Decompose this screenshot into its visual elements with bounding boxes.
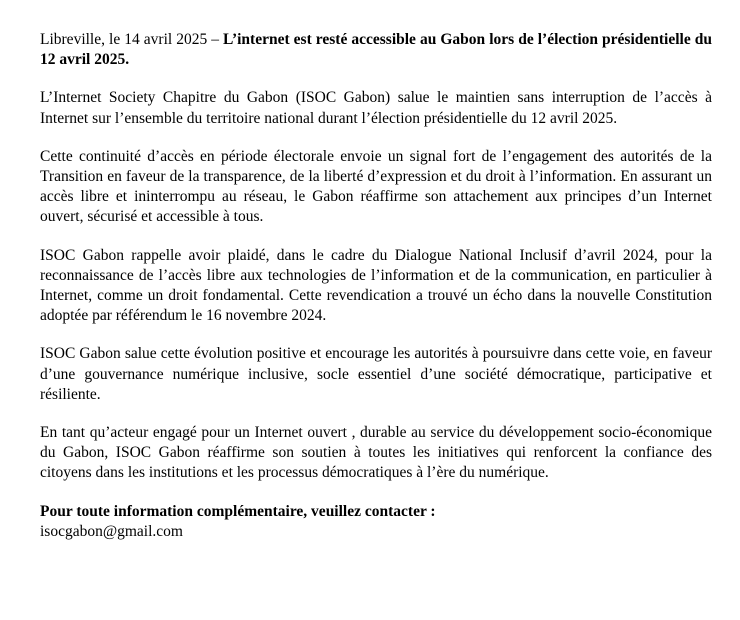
contact-label: Pour toute information complémentaire, veuillez contacter : bbox=[40, 502, 436, 520]
dateline-paragraph bbox=[40, 30, 712, 70]
paragraph-encouragement: ISOC Gabon salue cette évolution positive et encourage les autorités à poursuivre dans cette voie, en faveur d’une gouvernance numérique inclusive, socle essentiel d’une société démocratique, participative et résiliente. bbox=[40, 345, 712, 403]
dateline: Libreville, le 14 avril 2025 – bbox=[40, 31, 224, 48]
contact-email: isocgabon@gmail.com bbox=[40, 522, 183, 540]
press-release bbox=[40, 30, 712, 542]
paragraph-continuity: Cette continuité d’accès en période électorale envoie un signal fort de l’engagement des autorités de la Transition en faveur de la transparence, de la liberté d’expression et du droit à l’information. En assurant un accès libre et ininterrompu au réseau, le Gabon réaffirme son attachement aux principes d’un Internet ouvert, sécurisé et accessible à tous. bbox=[40, 147, 712, 226]
contact-block bbox=[40, 502, 712, 542]
paragraph-advocacy: ISOC Gabon rappelle avoir plaidé, dans le cadre du Dialogue National Inclusif d’avril 2024, pour la reconnaissance de l’accès libre aux technologies de l’information et de la communication, en particulier à Internet, comme un droit fondamental. Cette revendication a trouvé un écho dans la nouvelle Constitution adoptée par référendum le 16 novembre 2024. bbox=[40, 246, 712, 325]
headline: L’internet est resté accessible au Gabon lors de l’élection présidentielle du 12 avril 2025. bbox=[40, 31, 712, 69]
paragraph-commitment: En tant qu’acteur engagé pour un Internet ouvert , durable au service du développement socio-économique du Gabon, ISOC Gabon réaffirme son soutien à toutes les initiatives qui renforcent la confiance des citoyens dans les institutions et les processus démocratiques à l’ère du numérique. bbox=[40, 424, 712, 482]
paragraph-announcement: L’Internet Society Chapitre du Gabon (ISOC Gabon) salue le maintien sans interruption de l’accès à Internet sur l’ensemble du territoire national durant l’élection présidentielle du 12 avril 2025. bbox=[40, 89, 712, 127]
